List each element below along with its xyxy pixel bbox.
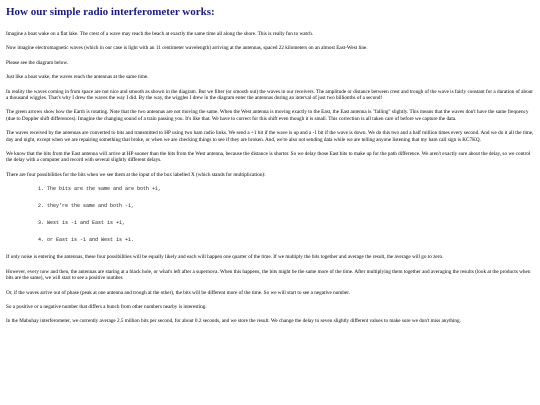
paragraph-delay: We know that the bits from the East antenna will arrive at HP sooner than the bits from the West antenna, because the distance is shorter. So we delay those East bits to make up for the path difference. We aren't exactly sure about the delay, so we control the delay with a computer and record with several slightly different delays. xyxy=(6,151,531,164)
paragraph-black-hole: However, every now and then, the antennas are staring at a black hole, or what's left after a supernova. When this happens, the bits might be the same more of the time. After multiplying them together and averaging the results (look at the products when bits are the same), we will start to see a positive number. xyxy=(6,268,531,282)
paragraph-em-waves: Now imagine electromagnetic waves (which in our case is light with an 11 centimeter wavelength) arriving at the antennas, spaced 22 kilometers on an almost East-West line. xyxy=(6,45,368,52)
paragraph-filtering: In reality the waves coming in from space are not nice and smooth as shown in the diagram. But we filter (or smooth out) the waves in our receivers. The amplitude or distance between crest and trough of the wave is fairly constant for a duration of about a thousand wiggles. That's why I drew the waves the way I did. By the way, the wiggles I drew in the diagram enter the antennas during an interval of just two billionths of a second! xyxy=(6,88,533,102)
list-item: 2. they're the same and both -1, xyxy=(38,203,135,210)
list-item: 3. West is -1 and East is +1, xyxy=(38,220,126,227)
paragraph-same-time: Just like a boat wake, the waves reach the antennas at the same time. xyxy=(6,74,149,81)
paragraph-mabuhay: In the Mabuhay interferometer, we currently average 2.5 million bits per second, for about 0.2 seconds, and we store the result. We change the delay to seven slightly different values to make sure we don't miss anything. xyxy=(6,318,461,325)
paragraph-noise: If only noise is entering the antennas, these four possibilities will be equally likely and each will happen one quarter of the time. If we multiply the bits together and average the result, the average will go to zero. xyxy=(6,254,444,261)
paragraph-boat-wake: Imagine a boat wake on a flat lake. The crest of a wave may reach the beach at exactly the same time all along the shore. This is really fun to watch. xyxy=(6,31,314,37)
paragraph-bits-transmission: The waves received by the antennas are converted to bits and transmitted to HP using two ham radio links. We send a +1 bit if the wave is up and a -1 bit if the wave is down. We do this two and a half million times every second. And we do it all the time, day and night, except when we are repairing something that broke, or when we are checking things to see if they are broken. And, we're also not sending data while we are telling anyone listening that my ham call sign is KC7KQ. xyxy=(6,130,534,143)
paragraph-see-diagram: Please see the diagram below. xyxy=(6,59,69,66)
paragraph-earth-rotation: The green arrows show how the Earth is rotating. Note that the two antennas are not moving the same. When the West antenna is moving exactly to the East, the East antenna is "falling" slightly. This means that the waves don't have the same frequency (due to Doppler shift differences). Imagine the changing sound of a train passing you. It's like that. We have to correct for this shift even though it is small. This correction is all taken care of before we capture the data. xyxy=(6,109,529,122)
paragraph-out-of-phase: Or, if the waves arrive out of phase (peak at one antenna and trough at the other), the bits will be different more of the time. So we will start to see a negative number. xyxy=(6,289,350,296)
list-item: 1. The bits are the same and are both +1, xyxy=(38,186,162,193)
paragraph-interesting: So a positive or a negative number that differs a bunch from other numbers nearby is interesting. xyxy=(6,303,207,310)
paragraph-four-possibilities: There are four possibilities for the bits when we see them at the input of the box labelled X (which stands for multiplication): xyxy=(6,171,266,178)
possibilities-list xyxy=(6,186,534,243)
page-title: How our simple radio interferometer works: xyxy=(6,6,215,18)
list-item: 4. or East is -1 and West is +1. xyxy=(38,237,135,244)
